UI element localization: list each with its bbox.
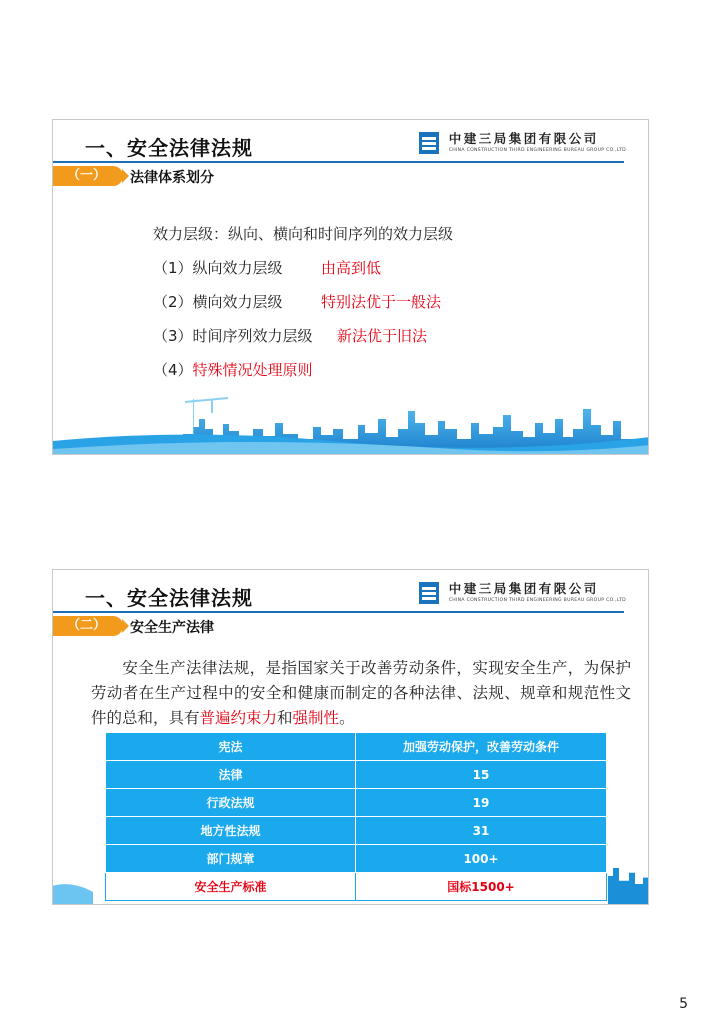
table-cell: 国标1500+ (356, 873, 607, 901)
table-row (106, 873, 607, 901)
list-item (153, 291, 453, 325)
table-cell: 15 (356, 761, 607, 789)
company-logo (419, 582, 626, 608)
logo-name-cn: 中建三局集团有限公司 (448, 131, 599, 146)
table-cell: 31 (356, 817, 607, 845)
table-row (106, 733, 607, 761)
table-cell: 加强劳动保护，改善劳动条件 (356, 733, 607, 761)
list-item (153, 325, 453, 359)
paragraph-text: 安全生产法律法规，是指国家关于改善劳动条件，实现安全生产，为保护劳动者在生产过程中的安全和健康而制定的各种法律、法规、规章和规范性文件的总和，具有 (91, 659, 631, 727)
table-cell: 部门规章 (106, 845, 356, 873)
table-cell: 地方性法规 (106, 817, 356, 845)
city-skyline-decoration (53, 379, 649, 454)
section-title: 安全生产法律 (130, 620, 214, 636)
definition-paragraph (91, 656, 631, 731)
logo-name-cn: 中建三局集团有限公司 (448, 581, 599, 596)
content-list (153, 223, 453, 393)
page-number: 5 (679, 996, 688, 1012)
table-cell: 行政法规 (106, 789, 356, 817)
section-title: 法律体系划分 (130, 170, 214, 186)
list-item (153, 257, 453, 291)
title-divider (53, 611, 624, 613)
logo-name-en: CHINA CONSTRUCTION THIRD ENGINEERING BUREAU GROUP CO.,LTD (448, 598, 626, 603)
intro-line: 效力层级：纵向、横向和时间序列的效力层级 (153, 225, 454, 243)
item-label: （2）横向效力层级 (153, 293, 283, 311)
section-badge: （二） (53, 616, 123, 636)
slide-safety-law (52, 569, 649, 905)
item-highlight: 由高到低 (321, 259, 382, 277)
table-cell: 法律 (106, 761, 356, 789)
item-highlight: 新法优于旧法 (337, 327, 428, 345)
section-badge: （一） (53, 166, 123, 186)
table-row (106, 845, 607, 873)
table-cell: 19 (356, 789, 607, 817)
highlight-mandatory: 强制性 (292, 709, 340, 727)
cscec-logo-icon (419, 132, 439, 154)
table-cell: 100+ (356, 845, 607, 873)
table-cell: 安全生产标准 (106, 873, 356, 901)
table-row (106, 761, 607, 789)
title-divider (53, 161, 624, 163)
logo-name-en: CHINA CONSTRUCTION THIRD ENGINEERING BUREAU GROUP CO.,LTD (448, 148, 626, 153)
table-row (106, 789, 607, 817)
item-label: （4） (153, 361, 193, 379)
slide-legal-system (52, 119, 649, 455)
item-highlight: 特别法优于一般法 (321, 293, 442, 311)
item-highlight: 特殊情况处理原则 (192, 361, 313, 379)
table-cell: 宪法 (106, 733, 356, 761)
law-hierarchy-table (105, 732, 607, 901)
table-row (106, 817, 607, 845)
slide-title: 一、安全法律法规 (85, 586, 253, 610)
paragraph-end: 。 (339, 709, 355, 727)
cscec-logo-icon (419, 582, 439, 604)
paragraph-connector: 和 (277, 709, 293, 727)
item-label: （3）时间序列效力层级 (153, 327, 313, 345)
company-logo (419, 132, 626, 158)
slide-title: 一、安全法律法规 (85, 136, 253, 160)
highlight-binding-force: 普遍约束力 (199, 709, 278, 727)
item-label: （1）纵向效力层级 (153, 259, 283, 277)
